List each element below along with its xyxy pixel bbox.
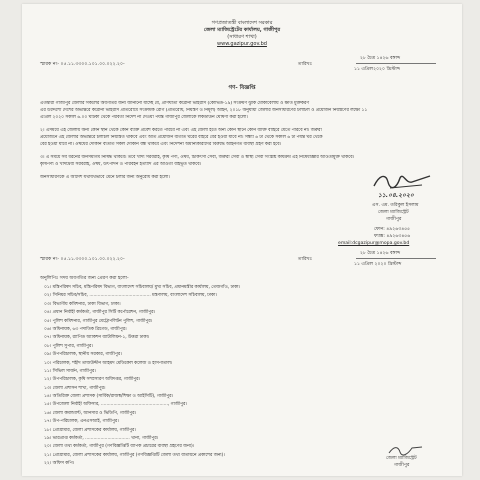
distribution-heading: অনুলিপিঃ সদয় অবগতির জন্য প্রেরণ করা হলো- bbox=[40, 276, 129, 281]
list-item: ১৭। উপ-পরিচালক, এনএসআই, গাজীপুর। bbox=[44, 419, 119, 425]
list-item: ১২। উপপরিচালক, কৃষি সম্প্রসারণ অধিদপ্তর, গাজীপুর। bbox=[44, 377, 141, 383]
list-item: ১০। পরিচালক, শহীদ তাজউদ্দীন আহমদ মেডিকেল কলেজ ও হাসপাতাল। bbox=[44, 360, 173, 366]
memo2-date-en: ১১ এপ্রিল ২০২০ খ্রিস্টাব্দ bbox=[354, 262, 402, 267]
list-item: ১৫। উপজেলা নির্বাহী অফিসার, ................................................, গাজীপুর। bbox=[44, 402, 187, 408]
list-item: ০৪। প্রধান নির্বাহী কর্মকর্তা, গাজীপুর সিটি কর্পোরেশন, গাজীপুর। bbox=[44, 310, 156, 316]
list-item: ২১। প্রোগ্রামার, জেলা প্রশাসকের কার্যালয়, গাজীপুর (গণবিজ্ঞপ্তিটি জেলা তথ্য বাতায়নে প্রকাশের জন্য)। bbox=[44, 452, 225, 458]
memo1-date-label: তারিখঃ bbox=[298, 62, 313, 67]
list-item: ২২। অফিস কপি। bbox=[44, 461, 75, 467]
notice-title: গণ- বিজ্ঞপ্তি bbox=[228, 85, 256, 91]
memo2-date-label: তারিখঃ bbox=[298, 257, 313, 262]
signatory-phone: ফোন: ৪৯২৬৩৪৫৫ bbox=[374, 227, 411, 232]
header-office-line: জেলা ম্যাজিস্ট্রেটের কার্যালয়, গাজীপুর bbox=[203, 27, 281, 33]
memo1-date-en: ১১ এপ্রিল২০২০ খ্রিস্টাব্দ bbox=[354, 67, 400, 72]
list-item: ১৩। জেলা প্রশাসন শাখা, গাজীপুর। bbox=[44, 385, 106, 391]
para1-line: এর উদ্দেশ্যে দেশের অভ্যন্তরে করোনা ভাইরাস প্রতিরোধে সংক্রামক রোগ (প্রতিরোধ, নিয়ন্ত্রণ ও নির্মূল) আইন, ২০১৮ অনুযায়ী জেলার জনসাধারণের চলাচল ও প্রয়োজন নিয়ন্ত্রণের লক্ষ্যে ১১ bbox=[40, 108, 368, 113]
header-govt-line: গণপ্রজাতন্ত্রী বাংলাদেশ সরকার bbox=[211, 20, 273, 26]
signed-date: ১১.০৪.২০২০ bbox=[378, 192, 414, 199]
para1-line: এপ্রিল ২০২০ সকাল ৬.০০ ঘটিকা থেকে পরবর্তী নির্দেশ না দেওয়া পর্যন্ত গাজীপুর জেলাকে লকডাউন ঘোষণা করা হলো। bbox=[40, 115, 248, 120]
list-item: ০৯। উপপরিচালক, স্থানীয় সরকার, গাজীপুর। bbox=[44, 352, 122, 358]
memo2-number: স্মারক নং- ০৫.১১.৩৩০০.১০১.০০.০২২.২০- bbox=[40, 257, 125, 262]
date-divider bbox=[356, 258, 436, 259]
footer-district: গাজীপুর bbox=[394, 463, 410, 468]
list-item: ০৬। অধিনায়ক, ৬৩ পদাতিক ব্রিগেড, গাজীপুর। bbox=[44, 326, 127, 332]
para3-line: ৩। এ সময়ে সব ধরনের জনসমাগম নিষিদ্ধ থাকবে। তবে খাদ্য সরবরাহ, কৃষি পণ্য, ঔষধ, চিকিৎসা সেবা, জরুরী সেবা ও স্বাস্থ্য সেবা সংশ্লিষ্ট কার্যক্রম এই নিষেধাজ্ঞার আওতামুক্ত থাকবে। bbox=[40, 155, 355, 160]
document-page bbox=[22, 4, 462, 476]
memo1-number: স্মারক নং- ০৫.১১.৩৩০০.১০১.০০.০২২.২০- bbox=[40, 62, 125, 67]
para1-line: এতদ্বারা গাজীপুর জেলার সকলের অবগতির জন্য জানানো যাচ্ছে যে, প্রাণঘাতী করোনা ভাইরাস (কোভিড-১৯) সংক্রমণ ঝুঁকি মোকাবেলায় ও ক্ষতি মুক্তকরণ bbox=[40, 101, 309, 106]
footer-designation: জেলা ম্যাজিস্ট্রেট bbox=[386, 456, 417, 461]
list-item: ১৪। অতিরিক্ত জেলা প্রশাসক (সার্বিক/রাজস্ব/শিক্ষা ও আইসিটি), গাজীপুর। bbox=[44, 394, 174, 400]
signatory-fax: ফ্যাক্স: ৪৯২৬৩৪৫৬ bbox=[374, 234, 411, 239]
list-item: ১৬। জেলা কমান্ড্যান্ট, আনসার ও ভিডিপি, গাজীপুর। bbox=[44, 410, 137, 416]
list-item: ০২। সিনিয়র সচিব/সচিব, ............................................ মন্ত্রণালয়, বাংলাদেশ সচিবালয়, ঢাকা। bbox=[44, 293, 217, 299]
signatory-email: email:dcgazipur@mopa.gov.bd bbox=[338, 241, 410, 246]
date-divider bbox=[356, 63, 436, 64]
header-branch-line: (সাধারণ শাখা) bbox=[227, 34, 257, 40]
para2-line: বের হওয়া যাবে না। ঔষধের দোকান ব্যতীত সকল দোকান বন্ধ থাকবে এবং নির্দেশনা অমান্যকারীদের বিরুদ্ধে আইনগত ব্যবস্থা গ্রহণ করা হবে। bbox=[40, 142, 282, 147]
signatory-district: গাজীপুর bbox=[386, 217, 402, 222]
closing-line: জনসাধারণকে এ আদেশ যথাযথভাবে মেনে চলার জন্য অনুরোধ করা হলো। bbox=[40, 175, 170, 180]
list-item: ০৩। বিভাগীয় কমিশনার, ঢাকা বিভাগ, ঢাকা। bbox=[44, 301, 121, 307]
para2-line: প্রয়োজনে এই জেলার অভ্যন্তরে চলাচল নিয়ন্ত্রিত থাকবে এবং অতি প্রয়োজন ব্যতীত ঘরের বাইরে বের হওয়া যাবে না। সন্ধ্যা ৬ টা থেকে সকাল ৬ টা পর্যন্ত ঘর থেকে bbox=[40, 135, 323, 140]
list-item: ০৫। পুলিশ কমিশনার, গাজীপুর মেট্রোপলিটন পুলিশ, গাজীপুর। bbox=[44, 318, 153, 324]
list-item: ২০। জেলা তথ্য কর্মকর্তা, গাজীপুর (গণবিজ্ঞপ্তিটি ব্যাপক প্রচারের ব্যবস্থা গ্রহণের জন্য)। bbox=[44, 444, 195, 450]
list-item: ০৭। অধিনায়ক, র‍্যাপিড অ্যাকশন ব্যাটালিয়ন-১, উত্তরা ঢাকা। bbox=[44, 335, 150, 341]
para3-line: কৃষিপণ্য ও খাদ্যদ্রব্য সরবরাহ, ঔষধ, উৎপাদন ও পরিবহন ইত্যাদি এর আওতা বহির্ভূত থাকবে। bbox=[40, 162, 202, 167]
list-item: ১৮। প্রোগ্রামার, জেলা প্রশাসকের কার্যালয়, গাজীপুর। bbox=[44, 427, 136, 433]
signatory-name: এস. এম. তরিকুল ইসলাম bbox=[372, 203, 419, 208]
signature-icon bbox=[370, 170, 436, 192]
list-item: ০৮। পুলিশ সুপার, গাজীপুর। bbox=[44, 343, 93, 349]
distribution-list bbox=[44, 284, 442, 469]
list-item: ১১। সিভিল সার্জন, গাজীপুর। bbox=[44, 368, 96, 374]
para2-line: ২। এসময়ে এই জেলায় অন্য কোন স্থান থেকে কোন ব্যক্তি প্রবেশ করতে পারবে না এবং এই জেলা হতে অন্য কোন স্থানে কোন ব্যক্তি বাহিরে যেতে পারবে না। জরুরী bbox=[40, 128, 322, 133]
initials-icon bbox=[386, 444, 426, 456]
signatory-designation: জেলা ম্যাজিস্ট্রেট bbox=[378, 210, 409, 215]
memo2-date-bn: ২৮ চৈত্র ১৪২৬ বঙ্গাব্দ bbox=[360, 251, 401, 256]
header-website: www.gazipur.gov.bd bbox=[217, 41, 267, 47]
memo1-date-bn: ২৮ চৈত্র ১৪২৬ বঙ্গাব্দ bbox=[360, 56, 401, 61]
list-item: ১৯। ভারপ্রাপ্ত কর্মকর্তা, ................................ থানা, গাজীপুর। bbox=[44, 436, 159, 442]
list-item: ০১। মন্ত্রিপরিষদ সচিব, মন্ত্রিপরিষদ বিভাগ, বাংলাদেশ সচিবালয়/ মুখ্য সচিব, প্রধানমন্ত্রীর কার্যালয়, তেজগাঁও, ঢাকা। bbox=[44, 285, 241, 290]
